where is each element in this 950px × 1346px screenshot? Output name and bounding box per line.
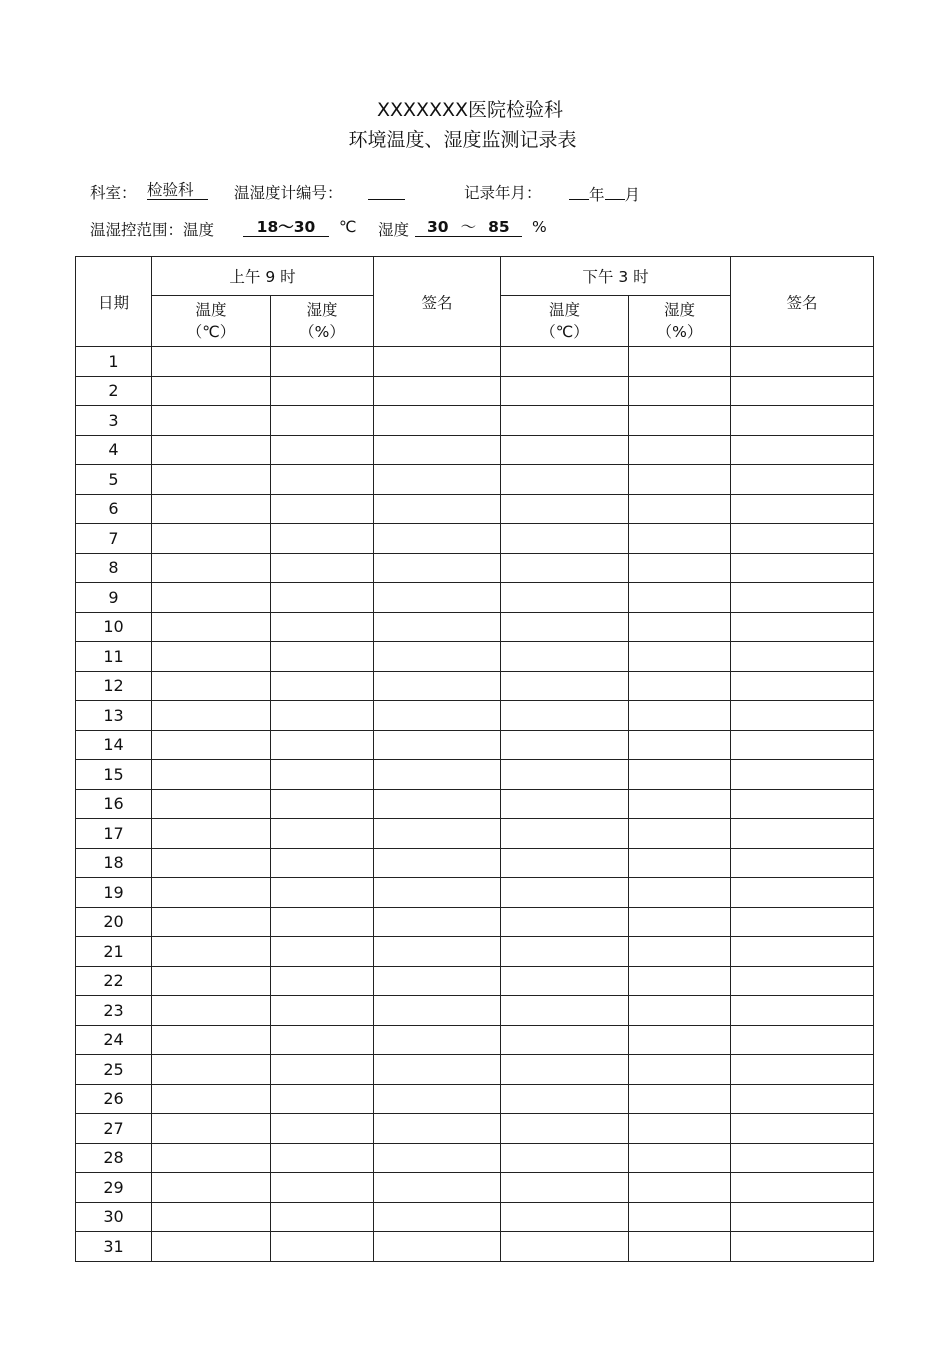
day-cell: 6 (76, 494, 152, 524)
pm-sign-cell[interactable] (731, 1055, 874, 1085)
day-cell: 21 (76, 937, 152, 967)
pm-temp-label: 温度 (548, 301, 580, 319)
hum-unit: % (532, 218, 547, 236)
pm-sign-cell[interactable] (731, 966, 874, 996)
day-cell: 15 (76, 760, 152, 790)
pm-temp-cell[interactable] (501, 1114, 629, 1144)
pm-hum-cell[interactable] (629, 878, 731, 908)
temp-range-field (243, 218, 329, 237)
pm-hum-cell[interactable] (629, 907, 731, 937)
am-temp-unit: （℃） (186, 323, 236, 341)
pm-temp-cell[interactable] (501, 1173, 629, 1203)
pm-sign-cell[interactable] (731, 347, 874, 377)
day-cell: 17 (76, 819, 152, 849)
pm-hum-cell[interactable] (629, 1055, 731, 1085)
am-temp-cell[interactable] (152, 907, 271, 937)
am-temp-cell[interactable] (152, 524, 271, 554)
am-sign-cell[interactable] (374, 1232, 501, 1262)
day-cell: 19 (76, 878, 152, 908)
am-hum-cell[interactable] (271, 524, 374, 554)
pm-temp-cell[interactable] (501, 789, 629, 819)
pm-hum-cell[interactable] (629, 937, 731, 967)
am-sign-cell[interactable] (374, 819, 501, 849)
day-cell: 26 (76, 1084, 152, 1114)
table-row (76, 1114, 874, 1144)
am-hum-cell[interactable] (271, 642, 374, 672)
day-cell: 24 (76, 1025, 152, 1055)
day-cell: 5 (76, 465, 152, 495)
pm-temp-cell[interactable] (501, 553, 629, 583)
table-row (76, 996, 874, 1026)
am-sign-cell[interactable] (374, 937, 501, 967)
am-sign-header: 签名 (374, 257, 501, 347)
table-row (76, 1055, 874, 1085)
table-row (76, 1232, 874, 1262)
month-unit: 月 (624, 186, 641, 204)
am-temp-cell[interactable] (152, 376, 271, 406)
pm-hum-unit: （%） (656, 323, 703, 341)
table-row (76, 494, 874, 524)
pm-sign-cell[interactable] (731, 465, 874, 495)
record-label: 记录年月： (464, 184, 542, 202)
pm-header: 下午 3 时 (501, 257, 731, 296)
pm-temp-cell[interactable] (501, 406, 629, 436)
pm-sign-cell[interactable] (731, 701, 874, 731)
header-row-1 (76, 257, 874, 296)
pm-sign-cell[interactable] (731, 642, 874, 672)
am-hum-cell[interactable] (271, 848, 374, 878)
day-cell: 16 (76, 789, 152, 819)
am-sign-cell[interactable] (374, 878, 501, 908)
table-row (76, 347, 874, 377)
pm-sign-cell[interactable] (731, 1232, 874, 1262)
am-hum-cell[interactable] (271, 1114, 374, 1144)
am-temp-cell[interactable] (152, 937, 271, 967)
month-blank (605, 181, 625, 200)
am-temp-cell[interactable] (152, 1055, 271, 1085)
pm-hum-cell[interactable] (629, 465, 731, 495)
am-hum-cell[interactable] (271, 671, 374, 701)
pm-hum-cell[interactable] (629, 1025, 731, 1055)
pm-temp-cell[interactable] (501, 583, 629, 613)
pm-hum-label: 湿度 (663, 301, 695, 319)
pm-hum-cell[interactable] (629, 848, 731, 878)
day-cell: 25 (76, 1055, 152, 1085)
hum-max-value: 85 (488, 218, 510, 236)
pm-temp-cell[interactable] (501, 878, 629, 908)
am-hum-cell[interactable] (271, 819, 374, 849)
pm-temp-unit: （℃） (540, 323, 589, 341)
day-cell: 27 (76, 1114, 152, 1144)
pm-temp-cell[interactable] (501, 1143, 629, 1173)
pm-sign-cell[interactable] (731, 1114, 874, 1144)
pm-temp-cell[interactable] (501, 494, 629, 524)
pm-sign-cell[interactable] (731, 376, 874, 406)
pm-temp-cell[interactable] (501, 1202, 629, 1232)
am-temp-header (152, 296, 271, 347)
pm-hum-cell[interactable] (629, 435, 731, 465)
year-field (569, 181, 640, 205)
pm-sign-cell[interactable] (731, 878, 874, 908)
pm-temp-cell[interactable] (501, 1055, 629, 1085)
am-hum-cell[interactable] (271, 1173, 374, 1203)
pm-temp-cell[interactable] (501, 1232, 629, 1262)
am-temp-cell[interactable] (152, 435, 271, 465)
temp-unit: ℃ (339, 218, 357, 236)
table-row (76, 701, 874, 731)
pm-sign-cell[interactable] (731, 730, 874, 760)
hum-range-field (415, 218, 522, 237)
am-sign-cell[interactable] (374, 760, 501, 790)
am-hum-cell[interactable] (271, 1202, 374, 1232)
am-sign-cell[interactable] (374, 494, 501, 524)
pm-hum-cell[interactable] (629, 1084, 731, 1114)
am-hum-cell[interactable] (271, 966, 374, 996)
am-hum-cell[interactable] (271, 937, 374, 967)
pm-sign-cell[interactable] (731, 612, 874, 642)
pm-temp-cell[interactable] (501, 347, 629, 377)
am-temp-cell[interactable] (152, 966, 271, 996)
day-cell: 8 (76, 553, 152, 583)
pm-hum-cell[interactable] (629, 701, 731, 731)
pm-sign-cell[interactable] (731, 524, 874, 554)
pm-sign-cell[interactable] (731, 996, 874, 1026)
day-cell: 7 (76, 524, 152, 554)
pm-temp-cell[interactable] (501, 671, 629, 701)
hum-label: 湿度 (378, 221, 410, 239)
am-temp-cell[interactable] (152, 1025, 271, 1055)
pm-temp-cell[interactable] (501, 730, 629, 760)
meter-field (368, 181, 405, 204)
am-sign-cell[interactable] (374, 583, 501, 613)
am-sign-cell[interactable] (374, 524, 501, 554)
table-row (76, 435, 874, 465)
table-row (76, 583, 874, 613)
am-temp-cell[interactable] (152, 701, 271, 731)
dept-value: 检验科 (147, 181, 208, 200)
am-hum-cell[interactable] (271, 347, 374, 377)
pm-sign-cell[interactable] (731, 789, 874, 819)
table-row (76, 612, 874, 642)
document-subtitle: 环境温度、湿度监测记录表 (348, 129, 577, 151)
dept-label: 科室： (90, 184, 137, 202)
am-temp-cell[interactable] (152, 583, 271, 613)
am-temp-cell[interactable] (152, 1202, 271, 1232)
day-cell: 9 (76, 583, 152, 613)
pm-sign-cell[interactable] (731, 907, 874, 937)
pm-sign-cell[interactable] (731, 1173, 874, 1203)
table-row (76, 524, 874, 554)
pm-temp-cell[interactable] (501, 376, 629, 406)
am-temp-cell[interactable] (152, 1232, 271, 1262)
am-sign-cell[interactable] (374, 848, 501, 878)
am-temp-cell[interactable] (152, 878, 271, 908)
am-sign-cell[interactable] (374, 612, 501, 642)
am-sign-cell[interactable] (374, 465, 501, 495)
am-hum-cell[interactable] (271, 435, 374, 465)
pm-hum-cell[interactable] (629, 789, 731, 819)
pm-sign-cell[interactable] (731, 435, 874, 465)
pm-hum-cell[interactable] (629, 1202, 731, 1232)
pm-hum-cell[interactable] (629, 1232, 731, 1262)
am-hum-cell[interactable] (271, 465, 374, 495)
pm-sign-cell[interactable] (731, 819, 874, 849)
meter-label: 温湿度计编号： (234, 184, 343, 202)
pm-hum-cell[interactable] (629, 583, 731, 613)
pm-hum-cell[interactable] (629, 1173, 731, 1203)
am-temp-cell[interactable] (152, 789, 271, 819)
am-hum-cell[interactable] (271, 553, 374, 583)
am-temp-cell[interactable] (152, 760, 271, 790)
am-hum-cell[interactable] (271, 760, 374, 790)
am-temp-cell[interactable] (152, 730, 271, 760)
pm-temp-cell[interactable] (501, 1084, 629, 1114)
am-sign-cell[interactable] (374, 1143, 501, 1173)
am-sign-cell[interactable] (374, 406, 501, 436)
table-row (76, 406, 874, 436)
am-hum-cell[interactable] (271, 996, 374, 1026)
day-cell: 20 (76, 907, 152, 937)
am-sign-cell[interactable] (374, 1084, 501, 1114)
table-row (76, 760, 874, 790)
am-hum-cell[interactable] (271, 406, 374, 436)
pm-hum-cell[interactable] (629, 1114, 731, 1144)
pm-temp-header (501, 296, 629, 347)
pm-temp-cell[interactable] (501, 819, 629, 849)
table-row (76, 789, 874, 819)
day-cell: 12 (76, 671, 152, 701)
am-sign-cell[interactable] (374, 1114, 501, 1144)
year-blank (569, 181, 589, 200)
pm-hum-cell[interactable] (629, 612, 731, 642)
day-cell: 1 (76, 347, 152, 377)
pm-hum-header (629, 296, 731, 347)
am-header: 上午 9 时 (152, 257, 374, 296)
am-temp-cell[interactable] (152, 553, 271, 583)
table-row (76, 730, 874, 760)
table-row (76, 1084, 874, 1114)
am-sign-cell[interactable] (374, 553, 501, 583)
am-hum-header (271, 296, 374, 347)
day-cell: 31 (76, 1232, 152, 1262)
am-temp-cell[interactable] (152, 406, 271, 436)
pm-sign-cell[interactable] (731, 760, 874, 790)
am-hum-cell[interactable] (271, 1232, 374, 1262)
day-cell: 18 (76, 848, 152, 878)
hum-min-value: 30 (427, 218, 449, 236)
am-sign-cell[interactable] (374, 966, 501, 996)
am-sign-cell[interactable] (374, 1025, 501, 1055)
am-temp-cell[interactable] (152, 612, 271, 642)
am-sign-cell[interactable] (374, 376, 501, 406)
table-row (76, 553, 874, 583)
pm-temp-cell[interactable] (501, 701, 629, 731)
table-row (76, 376, 874, 406)
table-row (76, 819, 874, 849)
pm-temp-cell[interactable] (501, 848, 629, 878)
day-cell: 2 (76, 376, 152, 406)
table-row (76, 642, 874, 672)
am-hum-cell[interactable] (271, 376, 374, 406)
am-temp-cell[interactable] (152, 819, 271, 849)
am-sign-cell[interactable] (374, 1173, 501, 1203)
am-sign-cell[interactable] (374, 642, 501, 672)
record-table-body (76, 257, 874, 1262)
table-row (76, 937, 874, 967)
pm-hum-cell[interactable] (629, 553, 731, 583)
pm-sign-cell[interactable] (731, 1202, 874, 1232)
am-temp-cell[interactable] (152, 347, 271, 377)
table-row (76, 1025, 874, 1055)
am-temp-cell[interactable] (152, 465, 271, 495)
day-cell: 29 (76, 1173, 152, 1203)
pm-hum-cell[interactable] (629, 1143, 731, 1173)
pm-sign-cell[interactable] (731, 671, 874, 701)
am-sign-cell[interactable] (374, 730, 501, 760)
am-sign-cell[interactable] (374, 701, 501, 731)
pm-temp-cell[interactable] (501, 1025, 629, 1055)
pm-sign-cell[interactable] (731, 406, 874, 436)
am-sign-cell[interactable] (374, 789, 501, 819)
pm-hum-cell[interactable] (629, 642, 731, 672)
pm-sign-cell[interactable] (731, 494, 874, 524)
am-hum-cell[interactable] (271, 878, 374, 908)
pm-hum-cell[interactable] (629, 524, 731, 554)
day-cell: 4 (76, 435, 152, 465)
am-hum-cell[interactable] (271, 1025, 374, 1055)
am-sign-cell[interactable] (374, 907, 501, 937)
pm-sign-header: 签名 (731, 257, 874, 347)
day-cell: 30 (76, 1202, 152, 1232)
range-label: 温湿控范围：温度 (90, 221, 215, 239)
pm-hum-cell[interactable] (629, 760, 731, 790)
am-sign-cell[interactable] (374, 996, 501, 1026)
pm-temp-cell[interactable] (501, 612, 629, 642)
am-hum-cell[interactable] (271, 730, 374, 760)
am-temp-cell[interactable] (152, 642, 271, 672)
pm-sign-cell[interactable] (731, 1143, 874, 1173)
am-hum-cell[interactable] (271, 701, 374, 731)
day-cell: 23 (76, 996, 152, 1026)
am-temp-cell[interactable] (152, 848, 271, 878)
am-temp-cell[interactable] (152, 1084, 271, 1114)
am-hum-cell[interactable] (271, 907, 374, 937)
pm-hum-cell[interactable] (629, 406, 731, 436)
day-cell: 3 (76, 406, 152, 436)
am-temp-label: 温度 (195, 301, 227, 319)
am-hum-cell[interactable] (271, 1055, 374, 1085)
date-header: 日期 (76, 257, 152, 347)
pm-hum-cell[interactable] (629, 730, 731, 760)
am-hum-cell[interactable] (271, 612, 374, 642)
table-row (76, 465, 874, 495)
table-row (76, 1202, 874, 1232)
table-row (76, 966, 874, 996)
pm-temp-cell[interactable] (501, 524, 629, 554)
table-row (76, 1173, 874, 1203)
pm-temp-cell[interactable] (501, 435, 629, 465)
day-cell: 14 (76, 730, 152, 760)
pm-sign-cell[interactable] (731, 583, 874, 613)
day-cell: 22 (76, 966, 152, 996)
pm-hum-cell[interactable] (629, 966, 731, 996)
pm-sign-cell[interactable] (731, 848, 874, 878)
dept-field (147, 181, 208, 200)
am-hum-label: 湿度 (306, 301, 338, 319)
am-sign-cell[interactable] (374, 435, 501, 465)
hum-separator: ～ (460, 218, 477, 236)
am-sign-cell[interactable] (374, 1055, 501, 1085)
am-hum-cell[interactable] (271, 1143, 374, 1173)
am-hum-cell[interactable] (271, 494, 374, 524)
meter-value (368, 181, 405, 200)
pm-hum-cell[interactable] (629, 347, 731, 377)
day-cell: 28 (76, 1143, 152, 1173)
pm-sign-cell[interactable] (731, 937, 874, 967)
record-table (75, 256, 874, 1262)
pm-temp-cell[interactable] (501, 465, 629, 495)
am-temp-cell[interactable] (152, 494, 271, 524)
pm-hum-cell[interactable] (629, 996, 731, 1026)
day-cell: 10 (76, 612, 152, 642)
table-row (76, 1143, 874, 1173)
am-hum-cell[interactable] (271, 583, 374, 613)
pm-sign-cell[interactable] (731, 1084, 874, 1114)
day-cell: 11 (76, 642, 152, 672)
temp-range-value: 18～30 (243, 218, 329, 237)
table-row (76, 907, 874, 937)
pm-hum-cell[interactable] (629, 494, 731, 524)
am-hum-cell[interactable] (271, 1084, 374, 1114)
pm-hum-cell[interactable] (629, 671, 731, 701)
am-hum-unit: （%） (299, 323, 345, 341)
document-title: XXXXXXX医院检验科 (376, 99, 564, 121)
am-temp-cell[interactable] (152, 1143, 271, 1173)
pm-temp-cell[interactable] (501, 907, 629, 937)
am-temp-cell[interactable] (152, 1114, 271, 1144)
am-hum-cell[interactable] (271, 789, 374, 819)
table-row (76, 878, 874, 908)
table-row (76, 848, 874, 878)
am-sign-cell[interactable] (374, 671, 501, 701)
pm-temp-cell[interactable] (501, 937, 629, 967)
pm-hum-cell[interactable] (629, 376, 731, 406)
pm-temp-cell[interactable] (501, 642, 629, 672)
pm-sign-cell[interactable] (731, 1025, 874, 1055)
pm-sign-cell[interactable] (731, 553, 874, 583)
pm-temp-cell[interactable] (501, 966, 629, 996)
pm-temp-cell[interactable] (501, 760, 629, 790)
table-row (76, 671, 874, 701)
am-sign-cell[interactable] (374, 1202, 501, 1232)
am-sign-cell[interactable] (374, 347, 501, 377)
pm-temp-cell[interactable] (501, 996, 629, 1026)
day-cell: 13 (76, 701, 152, 731)
am-temp-cell[interactable] (152, 671, 271, 701)
am-temp-cell[interactable] (152, 1173, 271, 1203)
am-temp-cell[interactable] (152, 996, 271, 1026)
year-unit: 年 (589, 186, 605, 204)
pm-hum-cell[interactable] (629, 819, 731, 849)
